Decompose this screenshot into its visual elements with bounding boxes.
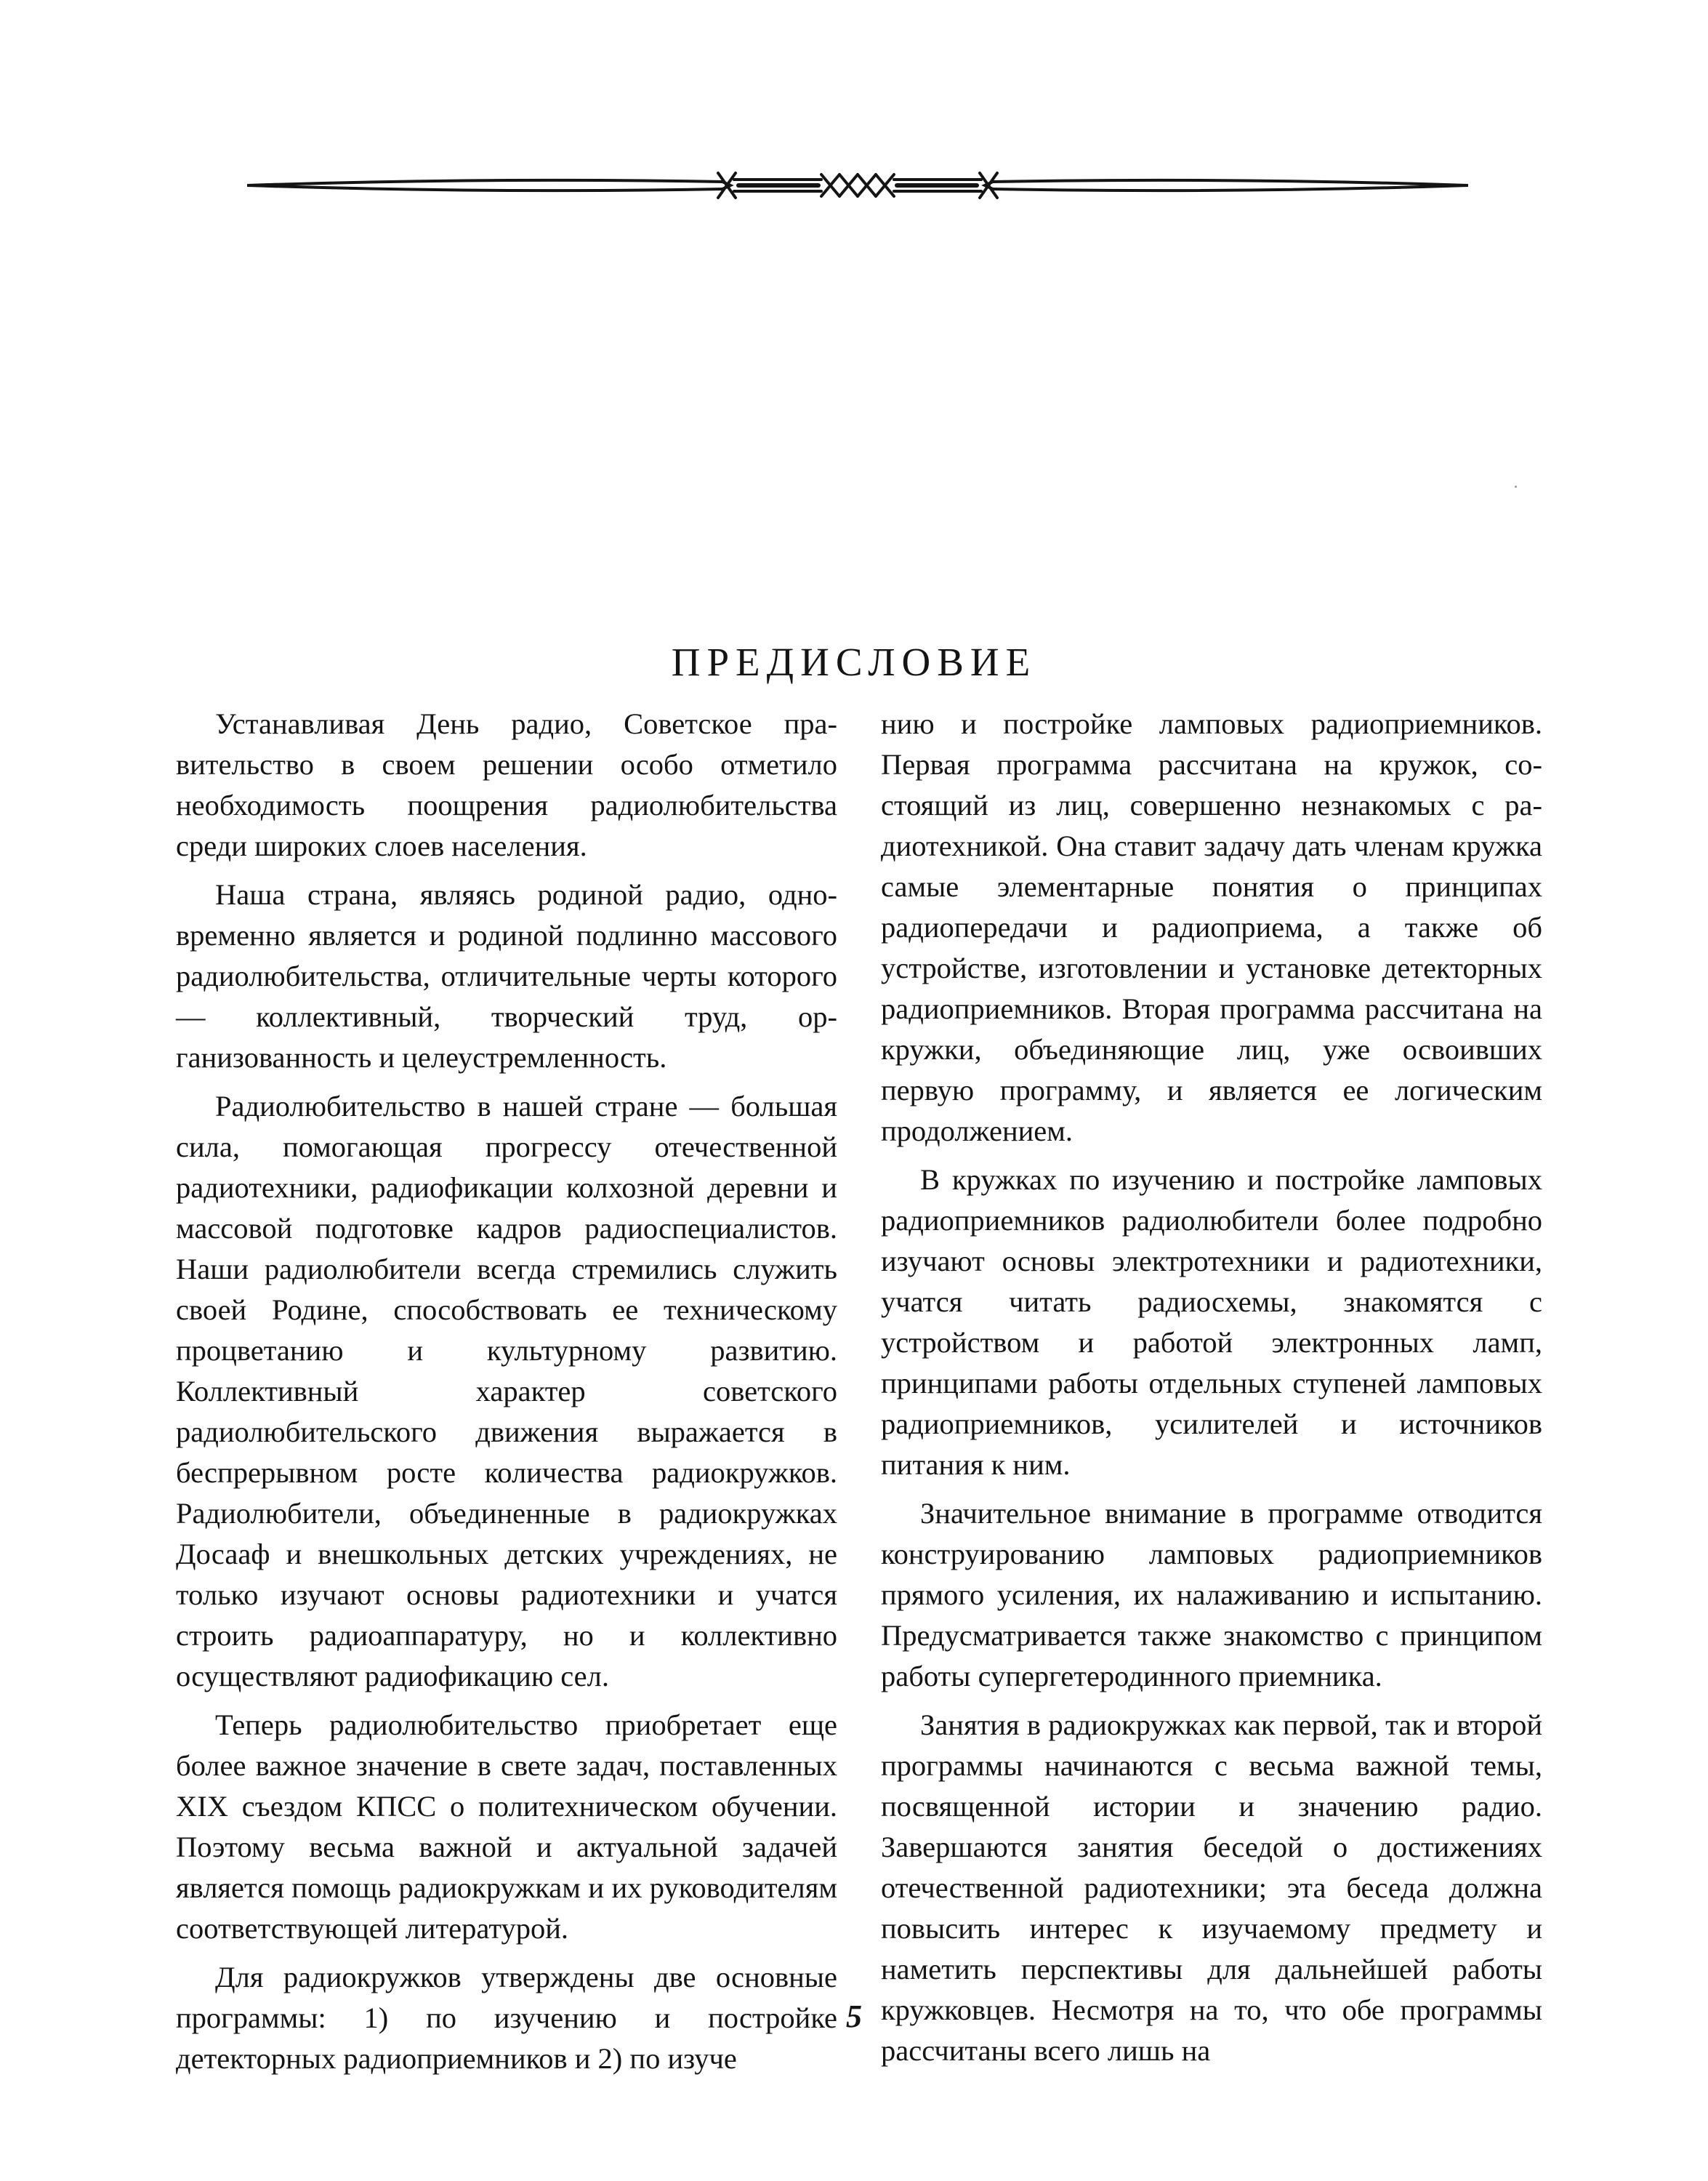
paper-speck xyxy=(1515,486,1517,488)
right-column xyxy=(881,704,1542,2079)
page-number: 5 xyxy=(846,1999,862,2034)
left-column xyxy=(176,704,837,2087)
page-title: ПРЕДИСЛОВИЕ xyxy=(671,639,1037,684)
paragraph: Теперь радиолюбительство приобретает еще более важное значение в свете задач, поставленных XIX съездом КПСС о политехническом обучении. Поэтому весьма важной и актуальной задачей является помощь радиокружкам и их руководителям соответствующей литературой. xyxy=(176,1708,837,1945)
paragraph: Занятия в радиокружках как первой, так и второй программы начинаются с весьма важной темы, посвященной истории и значению радио. Завершаются занятия беседой о достижениях отечественной радиотехники; эта беседа должна повысить интерес к изучаемому предмету и наметить перспективы для дальнейшей работы кружковцев. Несмотря на то, что обе программы рассчитаны всего лишь на xyxy=(881,1708,1542,2067)
paragraph: Значительное внимание в программе отводится конструированию ламповых радиоприемников прямого усиления, их налаживанию и испытанию. Предусматривается также знакомство с принципом работы супергетеродинного приемника. xyxy=(881,1497,1542,1692)
paragraph: В кружках по изучению и постройке ламповых радиоприемников радиолюбители более подробно изучают основы электротехники и радиотехники, учатся читать радиосхемы, знакомятся с устройством и работой электронных ламп, принципами работы отдельных ступеней ламповых радиоприемников, усилителей и источников питания к ним. xyxy=(881,1163,1542,1481)
paragraph: Для радиокружков утверждены две основные программы: 1) по изучению и постройке детекторных радиоприемников и 2) по изуче xyxy=(176,1961,837,2075)
header-ornament xyxy=(247,164,1468,207)
paragraph: Устанавливая День радио, Советское правительство в своем решении особо отметило необходимость поощрения радиолюбительства среди широких слоев населения. xyxy=(176,707,837,862)
paragraph: Наша страна, являясь родиной радио, одновременно является и родиной подлинно массового радиолюбительства, отличительные черты которого — коллективный, творческий труд, организованность и целеустремленность. xyxy=(176,878,837,1074)
paragraph: Радиолюбительство в нашей стране — большая сила, помогающая прогрессу отечественной радиотехники, радиофикации колхозной деревни и массовой подготовке кадров радиоспециалистов. Наши радиолюбители всегда стремились служить своей Родине, способствовать ее техническому процветанию и культурному развитию. Коллективный характер советского радиолюбительского движения выражается в беспрерывном росте количества радиокружков. Радиолюбители, объединенные в радиокружках Досааф и внешкольных детских учреждениях, не только изучают основы радиотехники и учатся строить радиоаппаратуру, но и коллективно осуществляют радиофикацию сел. xyxy=(176,1090,837,1692)
paragraph-continued: нию и постройке ламповых радиоприемников. Первая программа рассчитана на кружок, состоящий из лиц, совершенно незнакомых с радиотехникой. Она ставит задачу дать членам кружка самые элементарные понятия о принципах радиопередачи и радиоприема, а также об устройстве, изготовлении и установке детекторных радиоприемников. Вторая программа рассчитана на кружки, объединяющие лиц, уже освоивших первую программу, и является ее логическим продолжением. xyxy=(881,707,1542,1147)
